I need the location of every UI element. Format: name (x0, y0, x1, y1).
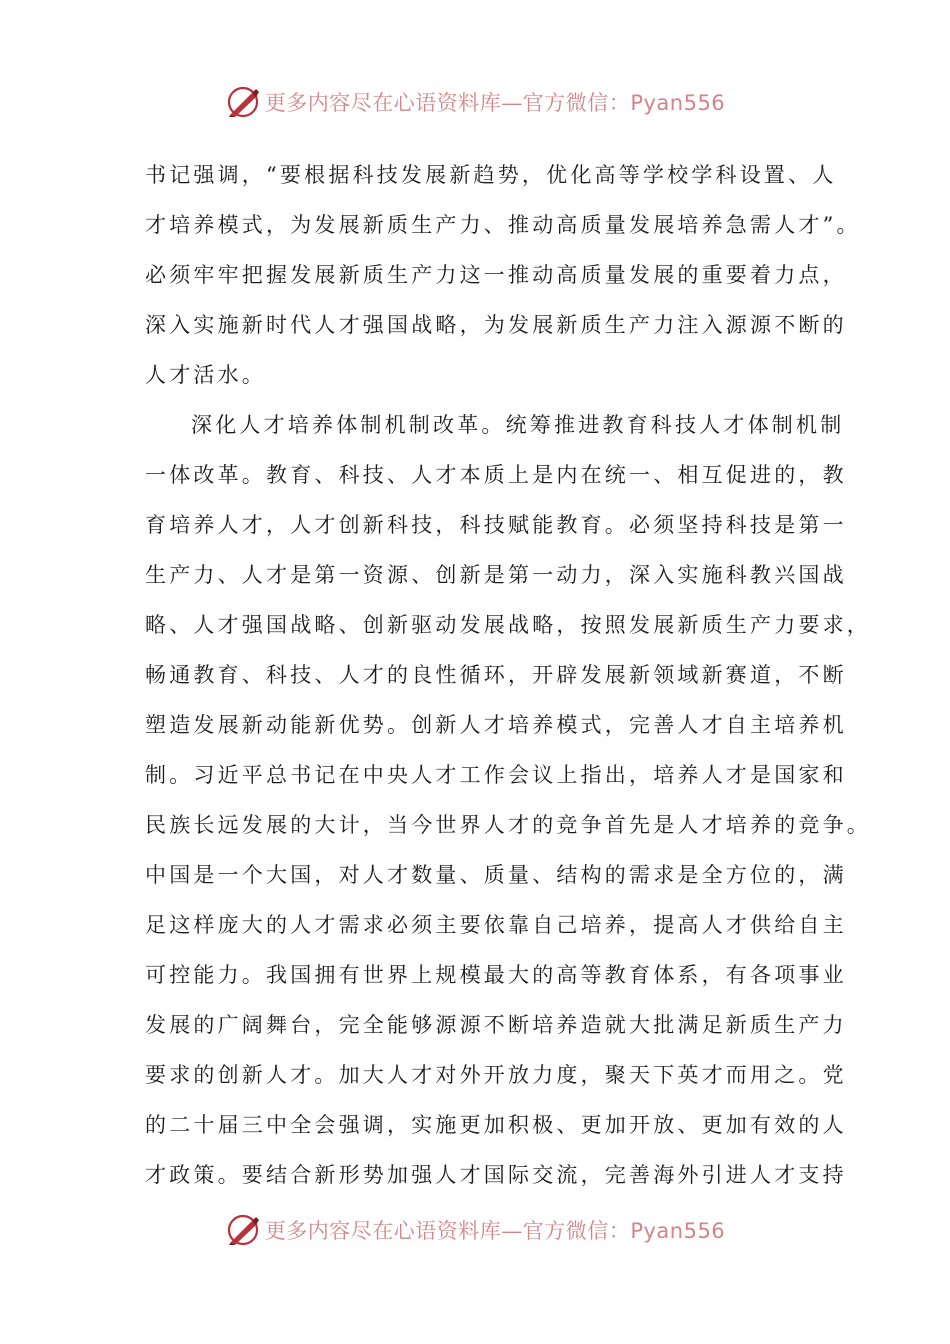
header-banner (0, 82, 950, 122)
body-line: 育培养人才，人才创新科技，科技赋能教育。必须坚持科技是第一 (145, 513, 847, 537)
body-line: 一体改革。教育、科技、人才本质上是内在统一、相互促进的，教 (145, 463, 847, 487)
header-text: 更多内容尽在心语资料库—官方微信：Pyan556 (264, 91, 726, 115)
body-line: 可控能力。我国拥有世界上规模最大的高等教育体系，有各项事业 (145, 963, 847, 987)
body-line: 才政策。要结合新形势加强人才国际交流，完善海外引进人才支持 (145, 1163, 847, 1187)
body-line: 要求的创新人才。加大人才对外开放力度，聚天下英才而用之。党 (145, 1063, 847, 1087)
body-line: 必须牢牢把握发展新质生产力这一推动高质量发展的重要着力点， (145, 263, 847, 287)
body-line: 畅通教育、科技、人才的良性循环，开辟发展新领域新赛道，不断 (145, 663, 847, 687)
body-line: 塑造发展新动能新优势。创新人才培养模式，完善人才自主培养机 (145, 713, 847, 737)
footer-wechat-id: Pyan556 (630, 1219, 726, 1243)
body-line: 中国是一个大国，对人才数量、质量、结构的需求是全方位的，满 (145, 863, 847, 887)
body-line: 人才活水。 (145, 363, 266, 387)
footer-banner (0, 1210, 950, 1250)
body-line: 书记强调，“要根据科技发展新趋势，优化高等学校学科设置、人 (145, 163, 837, 187)
body-line: 的二十届三中全会强调，实施更加积极、更加开放、更加有效的人 (145, 1113, 847, 1137)
body-line: 发展的广阔舞台，完全能够源源不断培养造就大批满足新质生产力 (145, 1013, 847, 1037)
paragraph-start-line: 深化人才培养体制机制改革。统筹推进教育科技人才体制机制 (191, 413, 845, 437)
body-line: 制。习近平总书记在中央人才工作会议上指出，培养人才是国家和 (145, 763, 847, 787)
body-line: 深入实施新时代人才强国战略，为发展新质生产力注入源源不断的 (145, 313, 847, 337)
body-line: 生产力、人才是第一资源、创新是第一动力，深入实施科教兴国战 (145, 563, 847, 587)
body-line: 才培养模式，为发展新质生产力、推动高质量发展培养急需人才”。 (145, 213, 861, 237)
pen-logo-icon (225, 1212, 261, 1248)
pen-logo-icon (225, 84, 261, 120)
footer-text: 更多内容尽在心语资料库—官方微信：Pyan556 (264, 1219, 726, 1243)
body-line: 略、人才强国战略、创新驱动发展战略，按照发展新质生产力要求， (145, 613, 871, 637)
body-line: 民族长远发展的大计，当今世界人才的竞争首先是人才培养的竞争。 (145, 813, 871, 837)
body-line: 足这样庞大的人才需求必须主要依靠自己培养，提高人才供给自主 (145, 913, 847, 937)
header-wechat-id: Pyan556 (630, 91, 726, 115)
document-body (145, 150, 871, 1200)
